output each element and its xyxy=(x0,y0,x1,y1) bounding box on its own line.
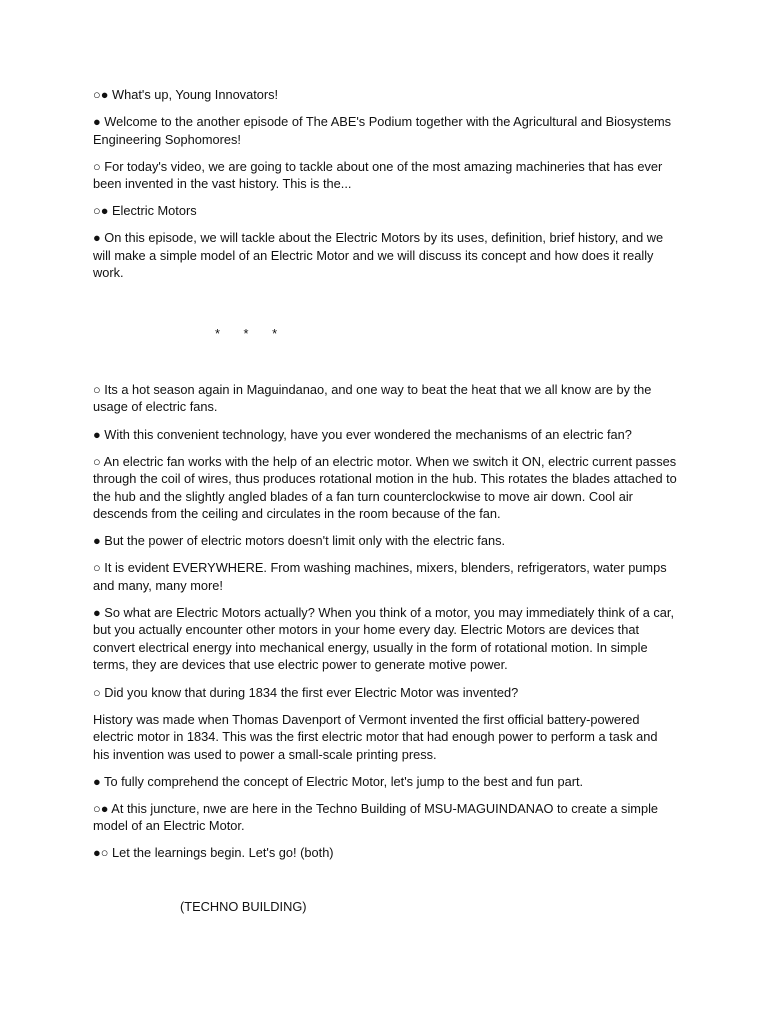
paragraph-todays-video: ○ For today's video, we are going to tackle about one of the most amazing machineries that has ever been invented in the vast history. This is the... xyxy=(93,158,663,192)
paragraph-power-of-motors: ● But the power of electric motors doesn't limit only with the electric fans. xyxy=(93,533,506,549)
paragraph-did-you-know: ○ Did you know that during 1834 the first ever Electric Motor was invented? xyxy=(93,684,519,700)
paragraph-definition: ● So what are Electric Motors actually? When you think of a motor, you may immediately think of a car, but you actually encounter other motors in your home every day. Electric Motors are devices that convert electrical energy into mechanical energy, usually in the form of rotational motion. In simple terms, they are devices that use electric power to generate motive power. xyxy=(93,604,674,673)
paragraph-history: History was made when Thomas Davenport of Vermont invented the first official battery-powered electric motor in 1834. This was the first electric motor that had enough power to perform a task and his invention was used to power a small-scale printing press. xyxy=(93,711,658,762)
paragraph-electric-motors: ○● Electric Motors xyxy=(93,203,197,219)
spacer xyxy=(93,872,677,898)
paragraph-electric-fan: ○ An electric fan works with the help of an electric motor. When we switch it ON, electric current passes through the coil of wires, thus produces rotational motion in the hub. This rotates the blades attached to the hub and the slightly angled blades of a fan turn counterclockwise to move air down. Cool air descends from the ceiling and circulates in the room because of the fan. xyxy=(93,453,677,522)
paragraph-greeting: ○● What's up, Young Innovators! xyxy=(93,87,279,102)
document-page xyxy=(93,86,677,925)
spacer xyxy=(93,343,677,381)
section-separator: * * * xyxy=(215,326,288,342)
scene-heading: (TECHNO BUILDING) xyxy=(180,898,307,914)
paragraph-episode-overview: ● On this episode, we will tackle about the Electric Motors by its uses, definition, brief history, and we will make a simple model of an Electric Motor and we will discuss its concept and how does it really work. xyxy=(93,230,664,281)
paragraph-techno-building: ○● At this juncture, nwe are here in the Techno Building of MSU-MAGUINDANAO to create a simple model of an Electric Motor. xyxy=(93,800,659,834)
paragraph-everywhere: ○ It is evident EVERYWHERE. From washing machines, mixers, blenders, refrigerators, water pumps and many, many more! xyxy=(93,560,667,593)
paragraph-convenient-technology: ● With this convenient technology, have you ever wondered the mechanisms of an electric fan? xyxy=(93,426,632,442)
paragraph-fun-part: ● To fully comprehend the concept of Electric Motor, let's jump to the best and fun part. xyxy=(93,773,584,789)
spacer xyxy=(93,291,677,325)
paragraph-lets-go: ●○ Let the learnings begin. Let's go! (both) xyxy=(93,845,334,861)
paragraph-hot-season: ○ Its a hot season again in Maguindanao, and one way to beat the heat that we all know are by the usage of electric fans. xyxy=(93,381,652,415)
paragraph-welcome: ● Welcome to the another episode of The ABE's Podium together with the Agricultural and Biosystems Engineering Sophomores! xyxy=(93,114,672,147)
